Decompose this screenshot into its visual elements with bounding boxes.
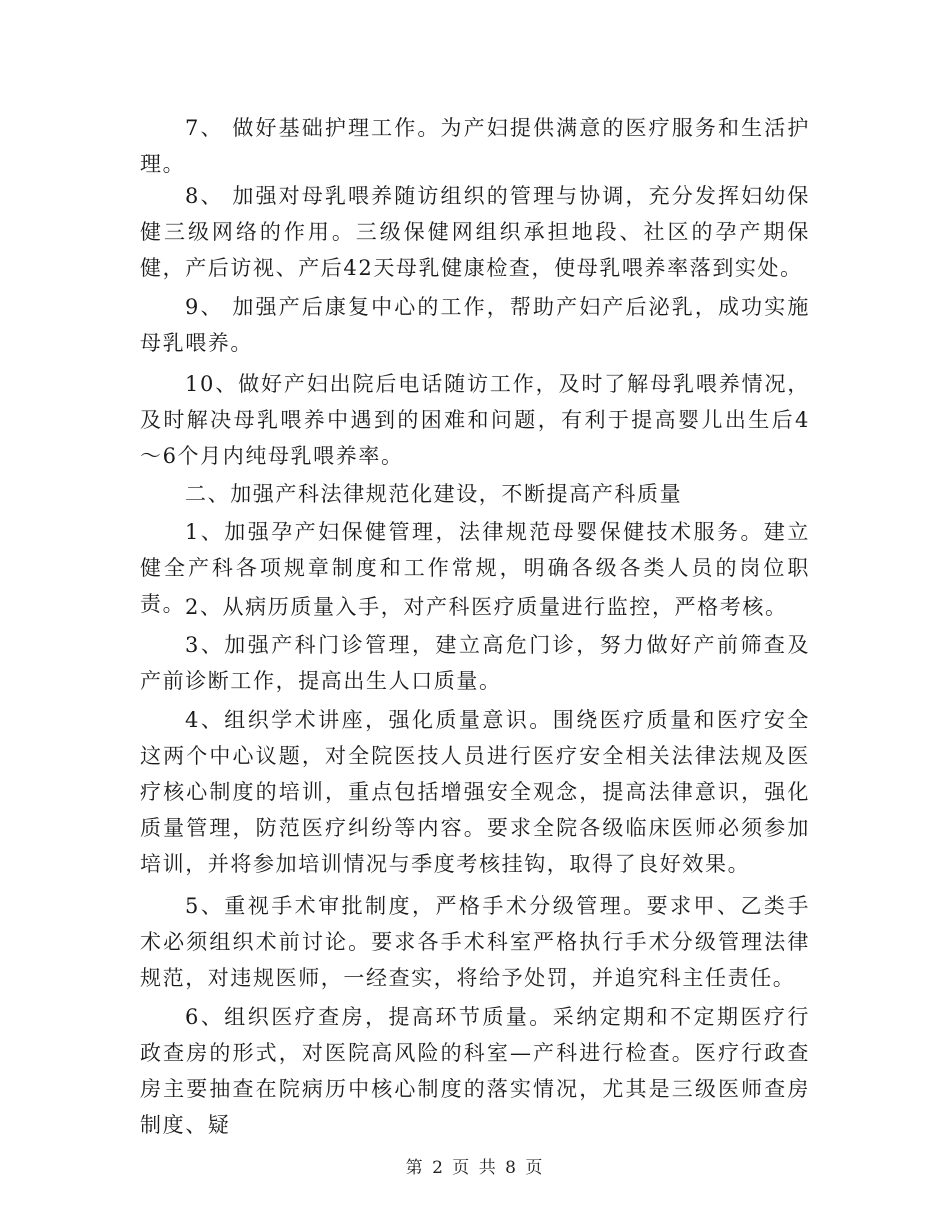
paragraph-item-1: 1、加强孕产妇保健管理，法律规范母婴保健技术服务。建立健全产科各项规章制度和工作常规，明确各级各类人员的岗位职责。	[140, 520, 810, 616]
paragraph-item-4: 4、组织学术讲座，强化质量意识。围绕医疗质量和医疗安全这两个中心议题，对全院医技人员进行医疗安全相关法律法规及医疗核心制度的培训，重点包括增强安全观念，提高法律意识，强化质量管理，防范医疗纠纷等内容。要求全院各级临床医师必须参加培训，并将参加培训情况与季度考核挂钩，取得了良好效果。	[140, 708, 810, 876]
paragraph-item-3: 3、加强产科门诊管理，建立高危门诊，努力做好产前筛查及产前诊断工作，提高出生人口质量。	[140, 633, 810, 693]
paragraph-item-6: 6、组织医疗查房，提高环节质量。采纳定期和不定期医疗行政查房的形式，对医院高风险的科室—产科进行检查。医疗行政查房主要抽查在院病历中核心制度的落实情况，尤其是三级医师查房制度、疑	[140, 1005, 810, 1137]
paragraph-item-10: 10、做好产妇出院后电话随访工作，及时了解母乳喂养情况，及时解决母乳喂养中遇到的困难和问题，有利于提高婴儿出生后4～6个月内纯母乳喂养率。	[140, 372, 810, 468]
section-heading-2: 二、加强产科法律规范化建设，不断提高产科质量	[185, 482, 683, 506]
paragraph-item-7: 7、 做好基础护理工作。为产妇提供满意的医疗服务和生活护理。	[140, 116, 810, 176]
paragraph-item-8: 8、 加强对母乳喂养随访组织的管理与协调，充分发挥妇幼保健三级网络的作用。三级保健网组织承担地段、社区的孕产期保健，产后访视、产后42天母乳健康检查，使母乳喂养率落到实处。	[140, 184, 810, 280]
paragraph-item-2: 2、从病历质量入手，对产科医疗质量进行监控，严格考核。	[185, 595, 788, 619]
paragraph-item-9: 9、 加强产后康复中心的工作，帮助产妇产后泌乳，成功实施母乳喂养。	[140, 295, 810, 355]
page-footer: 第 2 页 共 8 页	[405, 1158, 545, 1178]
paragraph-item-5: 5、重视手术审批制度，严格手术分级管理。要求甲、乙类手术必须组织术前讨论。要求各手术科室严格执行手术分级管理法律规范，对违规医师，一经查实，将给予处罚，并追究科主任责任。	[140, 894, 810, 990]
